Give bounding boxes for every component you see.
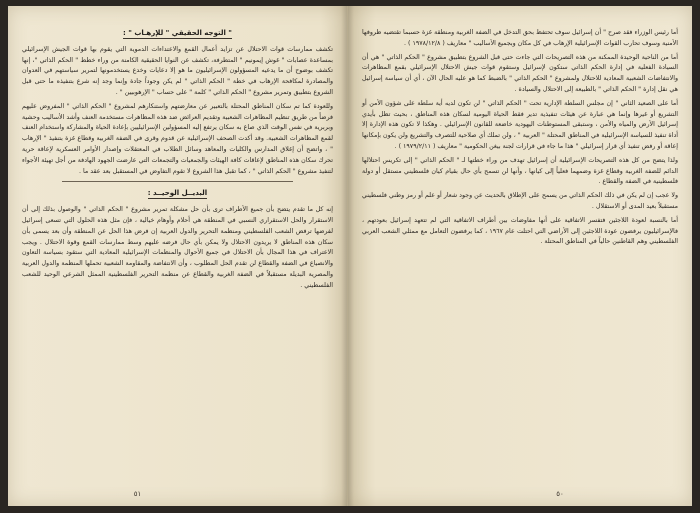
page-number: ٥١: [133, 490, 142, 498]
left-page-text: [22, 28, 333, 480]
page-number: ٥٠: [556, 490, 564, 498]
left-page: [8, 6, 348, 506]
right-page-text: [362, 28, 678, 480]
gutter-shadow: [341, 6, 347, 506]
paragraph: ولذا يتضح من كل هذه التصريحات الإسرائيلية أن إسرائيل تهدف من وراء خطتها لـ " الحكم الذاتي " إلى تكريس احتلالها الدائم للضفة الغربية وقطاع غزة وضمهما فعلياً إلى كيانها ، وأنها لن تسمح بأي حال بقيام كيان فلسطيني مستقل أو دولة فلسطينية في الضفة والقطاع .: [362, 156, 678, 186]
gutter-shadow: [348, 6, 354, 506]
paragraph: أما رئيس الوزراء فقد صرح " أن إسرائيل سوف تحتفظ بحق التدخل في الضفة الغربية ومنطقة غزة حسبما تقتضيه ظروفها الأمنية وسوف تحارب القوات الإسرائيلية الإرهاب في كل مكان وبجميع الأساليب " معاريف ( ١٩٧٨/١٢/٨ ) .: [362, 29, 678, 47]
paragraph: ولا عجب إن لم يكن في ذلك الحكم الذاتي من يسمح على الإطلاق بالحديث عن وجود شعار أو علم أو رمز وطني فلسطيني مستقبلاً بعيد المدى أو الاستقلال .: [362, 192, 678, 210]
paragraph: أما بالنسبة لعودة اللاجئين فتفسر الاتفاقية على أنها مفاوضات بين أطراف الاتفاقية التي لم تتعهد إسرائيل بعودتهم ، فالإسرائيليون يرفضون عودة اللاجئين إلى الأراضي التي احتلت عام ١٩٦٧ ، كما يرفضون التعامل مع ممثلي الشعب العربي الفلسطيني وهم القاطنين حالياً في المناطق المحتلة .: [362, 216, 678, 246]
section-heading: [22, 28, 333, 39]
divider: [62, 181, 293, 182]
paragraph: وللعودة كما تم سكان المناطق المحتلة بالتعبير عن معارضتهم واستنكارهم لمشروع " الحكم الذاتي " المفروض عليهم فرضاً من طريق تنظيم المظاهرات الشعبية وتقديم العرائض ضد هذه المظاهرات مستخدمة العنف وأشد الأساليب وحشية وبربرية في نفس الوقت الذي صاغ به سكان يرتفع إليه المسؤولين الإسرائيليين بإعادة الحياة والمشاركة واستخدام العنف لقمع المظاهرات الشعبية. وقد أكدت الصحف الإسرائيلية عن قدوم وقرى في الضفة الغربية وقطاع غزة بتنفيذ " الإرهاب " ، واتضح أن إغلاق المدارس والكليات والمعاهد وسائل الطلاب في المعتقلات وإصدار الأوامر العسكرية لإعاقة حرية تحرك سكان هذه المناطق لإعاقات كافة الهيئات والجمعيات والتجمعات التي عارضت الجهود الهادفة من أجل تهيئة الأجواء لتنفيذ مشروع " الحكم الذاتي " ، كما تقبل هذا الشروع لا تقوم التفاوض في المستقبل بعد عقد ما .: [22, 102, 333, 175]
book-spread: [8, 6, 692, 506]
section-heading-text: " التوجه الحقيقي " للإرهـاب " :: [123, 29, 232, 37]
paragraph: أما من الناحية الوحيدة الممكنة من هذه التصريحات التي جاءت حتى قبل الشروع بتطبيق مشروع " الحكم الذاتي " هي أن السيادة الفعلية في إدارة الحكم الذاتي ستكون لإسرائيل وستقوم قوات جيش الاحتلال الإسرائيلي بقمع المظاهرات والانتفاضات الشعبية المعادية للاحتلال ولمشروع " الحكم الذاتي " بالضبط كما هو عليه الحال الآن ، أي أن سياسة إسرائيل هي نقل إدارة " الحكم الذاتي " بالطبيعة إلى الاحتلال والسيادة .: [362, 53, 678, 93]
paragraph: أما على الصعيد الثاني " إن مجلس السلطة الإدارية تحت " الحكم الذاتي " لن تكون لديه أية سلطة على شؤون الأمن أو التشريع أو غيرها وإنما هي عبارة عن هيئات تنفيذية تدير فقط الحياة اليومية لسكان هذه المناطق ، بحيث تظل بأيدي إسرائيل الأرض والمياه والأمن ، وستبقى المستوطنات اليهودية خاضعة للقانون الإسرائيلي . وهكذا لا تكون هذه الإدارة إلا أداة تنفيذ للسياسة الإسرائيلية في المناطق المحتلة " العربية " ، ولن تملك أي صلاحية للتصرف والتشريع ولن يكون بإمكانها إعاقة أو رفض تنفيذ أي قرار إسرائيلي " هذا ما جاء في قرارات لجنة بيغن الحكومية " معاريف ( ١٩٧٩/٢/١١ ) .: [362, 99, 678, 150]
paragraph: إنه كل ما تقدم يتضح بأن جميع الأطراف ترى بأن حل مشكلة تمرير مشروع " الحكم الذاتي " والوصول بذلك إلى أن الاستقرار والحل الاستقراري النسبي في المنطقة هي أحلام وأوهام خيالية ، فإن مثل هذه الحلول التي تسعى إسرائيل لفرضها ترفض الشعب الفلسطيني ومنظمة التحرير والدول العربية إن فرض هذا الحل عن المنطقة وأن بعد يسمى بأن سكان هذه المناطق لا يريدون الاحتلال ولا يمكن بأي حال فرضه عليهم وسط ممارسات القمع وقوة الاحتلال . ويجب الاعتراف في هذا المجال بأن الاحتلال في جميع الأحوال والمنظمات الإسرائيلية المعادية التي ستقود بسياسة التعاون والانصياع في الضفة والقطاع لن تقدم الحل المطلوب ، وأن الانتفاضة والمقاومة الشعبية تحملها المنظمة والدول العربية والمصرية البديلة مستقبلاً في الضفة الغربية والقطاع عن منظمة التحرير الفلسطينية الممثل الشرعي الوحيد للشعب الفلسطيني .: [22, 206, 333, 289]
section-heading-text: البديــل الوحيــد :: [147, 189, 208, 198]
right-page: [348, 6, 692, 506]
section-heading: [22, 188, 333, 199]
paragraph: تكشف ممارسات قوات الاحتلال عن تزايد أعمال القمع والاعتداءات الدموية التي يقوم بها قوات الجيش الإسرائيلي بمساعدة عصابات " غوش إيمونيم " المتطرفة، تكشف عن النوايا الحقيقية الكامنة من وراء خطط " الحكم الذاتي "، إنها تكشف بوضوح أن ما يدعيه المسؤولون الإسرائيليون ما هو إلا دعايات وخدع يستخدمونها لتمرير سياستهم في العدوان والمصادرة لمكافحة الإرهاب في خطة " الحكم الذاتي " لم يكن وجوداً جادة وإنما وجد إنه شرع بتنفيذه ما حتى قبل الشروع بتطبيق وتمرير مشروع " الحكم الذاتي " كلمة " على حساب " الإرهوبيين " .: [22, 45, 333, 96]
